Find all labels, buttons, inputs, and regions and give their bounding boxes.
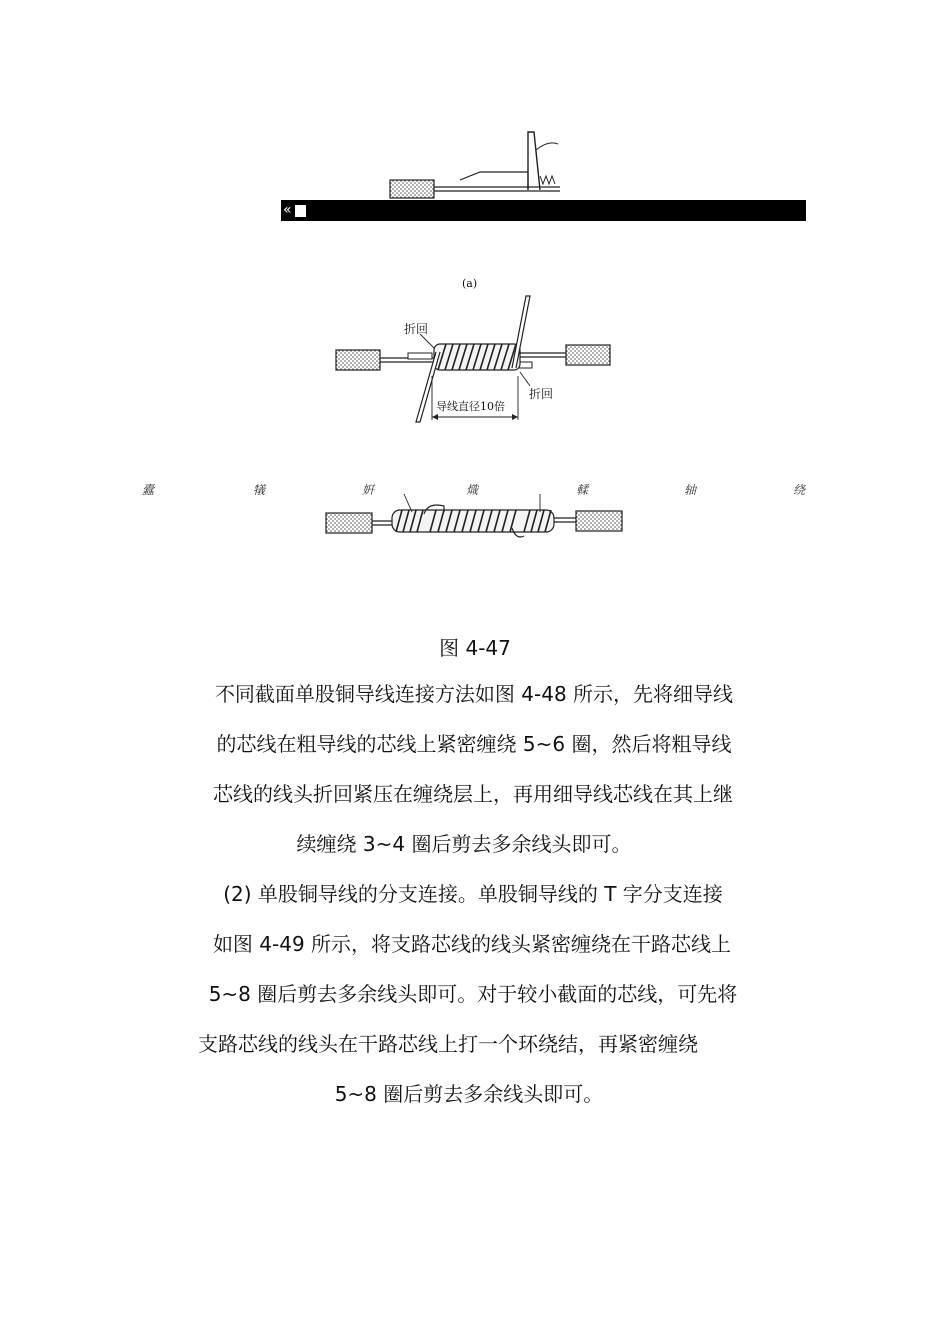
body-line-9: 5~8 圈后剪去多余线头即可。 — [334, 1082, 604, 1106]
body-line-1: 不同截面单股铜导线连接方法如图 4-48 所示，先将细导线 — [214, 682, 734, 706]
body-line-4: 续缠绕 3~4 圈后剪去多余线头即可。 — [296, 832, 632, 856]
garbled-text-4: 熾 — [466, 483, 479, 497]
garbled-text-7: 绕 — [793, 483, 806, 497]
label-fold-left: 折回 — [404, 322, 429, 336]
label-dimension: 导线直径10倍 — [436, 400, 505, 413]
double-chevron-icon: « — [283, 202, 292, 218]
garbled-text-3: 姸 — [362, 483, 375, 497]
garbled-text-6: 轴 — [684, 483, 697, 497]
body-line-2: 的芯线在粗导线的芯线上紧密缠绕 5~6 圈，然后将粗导线 — [216, 732, 732, 756]
body-line-6: 如图 4-49 所示，将支路芯线的线头紧密缠绕在干路芯线上 — [212, 932, 732, 956]
body-line-8: 支路芯线的线头在干路芯线上打一个环绕结，再紧密缠绕 — [198, 1032, 698, 1056]
figure-caption: 图 4-47 — [439, 636, 511, 660]
body-line-3: 芯线的线头折回紧压在缠绕层上，再用细导线芯线在其上继 — [213, 782, 733, 806]
garbled-text-1: 蠹 — [142, 483, 155, 497]
figure-part-label: (a) — [462, 277, 478, 290]
label-fold-right: 折回 — [529, 387, 554, 401]
garbled-text-5: 輮 — [576, 483, 589, 497]
body-line-5: (2) 单股铜导线的分支连接。单股铜导线的 T 字分支连接 — [223, 882, 723, 906]
garbled-text-2: 犠 — [253, 483, 266, 497]
body-line-7: 5~8 圈后剪去多余线头即可。对于较小截面的芯线，可先将 — [208, 982, 738, 1006]
wire-illustration-b — [0, 0, 950, 560]
